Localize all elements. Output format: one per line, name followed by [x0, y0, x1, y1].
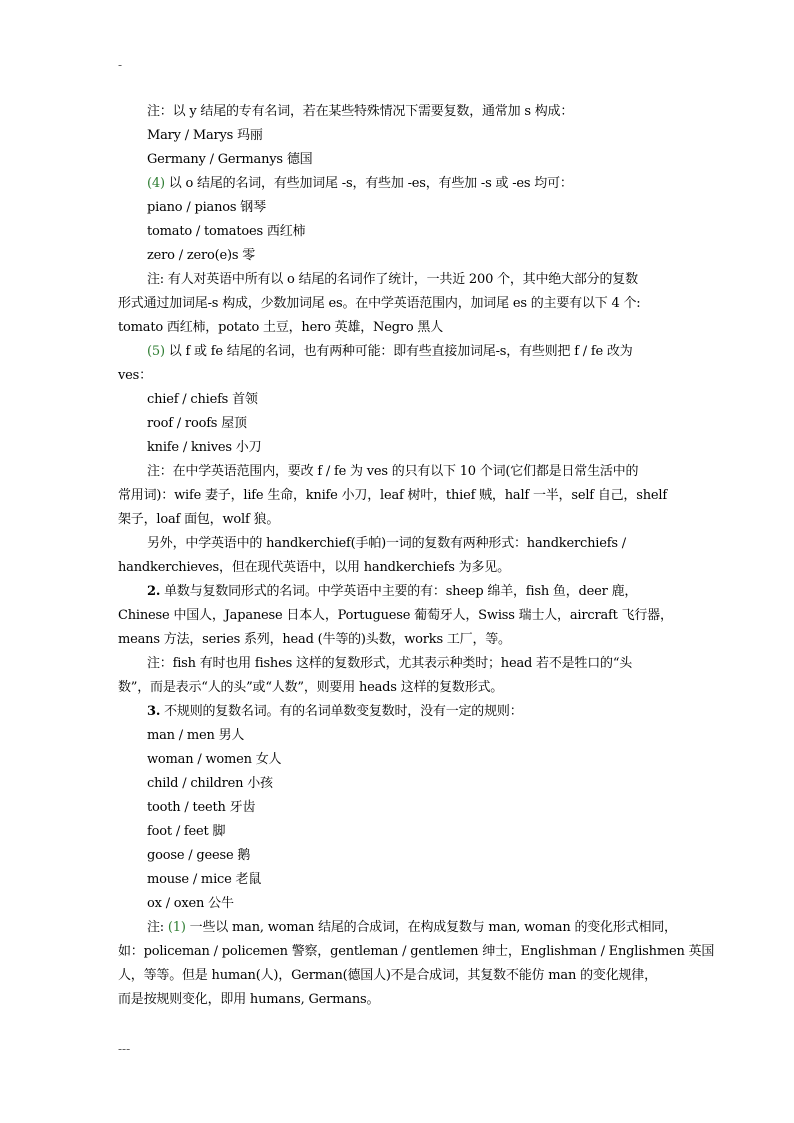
text-line: [118, 124, 678, 148]
text-line: [118, 388, 678, 412]
text-line: [118, 916, 678, 940]
line-text: means 方法，series 系列，head (牛等的)头数，works 工厂，等。: [118, 632, 511, 647]
line-text: knife / knives 小刀: [147, 440, 262, 455]
text-line: [118, 268, 678, 292]
line-text: piano / pianos 钢琴: [147, 200, 266, 215]
text-line: [118, 988, 678, 1012]
text-line: [118, 316, 678, 340]
line-text: tooth / teeth 牙齿: [147, 800, 256, 815]
line-text: man / men 男人: [147, 728, 245, 743]
top-mark: -: [118, 58, 123, 72]
text-line: [118, 580, 678, 604]
line-text: 注：fish 有时也用 fishes 这样的复数形式，尤其表示种类时；head 若不是牲口的“头: [147, 656, 633, 671]
document-body: [118, 100, 715, 1012]
text-line: [118, 772, 678, 796]
text-line: [118, 292, 678, 316]
item-number: (4): [147, 176, 165, 191]
line-text: 不规则的复数名词。有的名词单数变复数时，没有一定的规则：: [160, 704, 523, 719]
text-line: [118, 484, 678, 508]
text-line: [118, 148, 678, 172]
line-text: 单数与复数同形式的名词。中学英语中主要的有：sheep 绵羊，fish 鱼，deer 鹿，: [160, 584, 638, 599]
text-line: [118, 676, 678, 700]
line-text: ves：: [118, 368, 152, 383]
line-text: 架子，loaf 面包，wolf 狼。: [118, 512, 280, 527]
text-line: [118, 340, 678, 364]
line-text: woman / women 女人: [147, 752, 282, 767]
line-text: ox / oxen 公牛: [147, 896, 234, 911]
line-text: 形式通过加词尾-s 构成，少数加词尾 es。在中学英语范围内，加词尾 es 的主要有以下 4 个:: [118, 296, 641, 311]
item-number: 3.: [147, 704, 161, 719]
bottom-mark: ---: [118, 1042, 131, 1056]
text-line: [118, 748, 678, 772]
text-line: [118, 100, 678, 124]
text-line: [118, 724, 678, 748]
text-line: [118, 364, 678, 388]
text-line: [118, 844, 678, 868]
line-text: chief / chiefs 首领: [147, 392, 258, 407]
text-line: [118, 700, 678, 724]
line-text: 注：在中学英语范围内，要改 f / fe 为 ves 的只有以下 10 个词(它们都是日常生活中的: [147, 464, 639, 479]
text-line: [118, 868, 678, 892]
line-text: handkerchieves，但在现代英语中，以用 handkerchiefs 为多见。: [118, 560, 510, 575]
text-line: [118, 460, 678, 484]
text-line: [118, 940, 715, 964]
line-text: zero / zero(e)s 零: [147, 248, 256, 263]
line-text: 常用词)：wife 妻子，life 生命，knife 小刀，leaf 树叶，thief 贼，half 一半，self 自己，shelf: [118, 488, 667, 503]
item-number: 2.: [147, 584, 161, 599]
text-line: [118, 436, 678, 460]
line-text: mouse / mice 老鼠: [147, 872, 262, 887]
text-line: [118, 628, 678, 652]
text-line: [118, 652, 678, 676]
item-number: (5): [147, 344, 165, 359]
text-line: [118, 196, 678, 220]
text-line: [118, 820, 678, 844]
line-text: Mary / Marys 玛丽: [147, 128, 263, 143]
line-prefix: 注:: [147, 920, 168, 935]
text-line: [118, 244, 678, 268]
line-text: Germany / Germanys 德国: [147, 152, 313, 167]
text-line: [118, 556, 678, 580]
line-text: child / children 小孩: [147, 776, 273, 791]
line-text: 注：以 y 结尾的专有名词，若在某些特殊情况下需要复数，通常加 s 构成：: [147, 104, 574, 119]
line-text: 人，等等。但是 human(人)，German(德国人)不是合成词，其复数不能仿 man 的变化规律，: [118, 968, 657, 983]
text-line: [118, 964, 678, 988]
text-line: [118, 172, 678, 196]
line-text: tomato / tomatoes 西红柿: [147, 224, 306, 239]
line-text: 一些以 man, woman 结尾的合成词，在构成复数与 man, woman 的变化形式相同，: [185, 920, 677, 935]
line-text: 而是按规则变化，即用 humans, Germans。: [118, 992, 380, 1007]
line-text: roof / roofs 屋顶: [147, 416, 247, 431]
line-text: 以 o 结尾的名词，有些加词尾 -s，有些加 -es，有些加 -s 或 -es 均可：: [164, 176, 573, 191]
line-text: Chinese 中国人，Japanese 日本人，Portuguese 葡萄牙人，Swiss 瑞士人，aircraft 飞行器，: [118, 608, 673, 623]
text-line: [118, 220, 678, 244]
line-text: 以 f 或 fe 结尾的名词，也有两种可能：即有些直接加词尾-s，有些则把 f / fe 改为: [164, 344, 633, 359]
line-text: 另外，中学英语中的 handkerchief(手帕)一词的复数有两种形式：handkerchiefs /: [147, 536, 626, 551]
item-number: (1): [167, 920, 186, 935]
line-text: goose / geese 鹅: [147, 848, 251, 863]
line-text: foot / feet 脚: [147, 824, 226, 839]
text-line: [118, 796, 678, 820]
line-text: tomato 西红柿，potato 土豆，hero 英雄，Negro 黑人: [118, 320, 444, 335]
text-line: [118, 508, 678, 532]
text-line: [118, 532, 678, 556]
line-text: 注: 有人对英语中所有以 o 结尾的名词作了统计，一共近 200 个，其中绝大部分的复数: [147, 272, 638, 287]
line-text: 如：policeman / policemen 警察，gentleman / gentlemen 绅士，Englishman / Englishmen 英国: [118, 944, 715, 959]
text-line: [118, 412, 678, 436]
line-text: 数”，而是表示“人的头”或“人数”，则要用 heads 这样的复数形式。: [118, 680, 504, 695]
text-line: [118, 604, 678, 628]
text-line: [118, 892, 678, 916]
